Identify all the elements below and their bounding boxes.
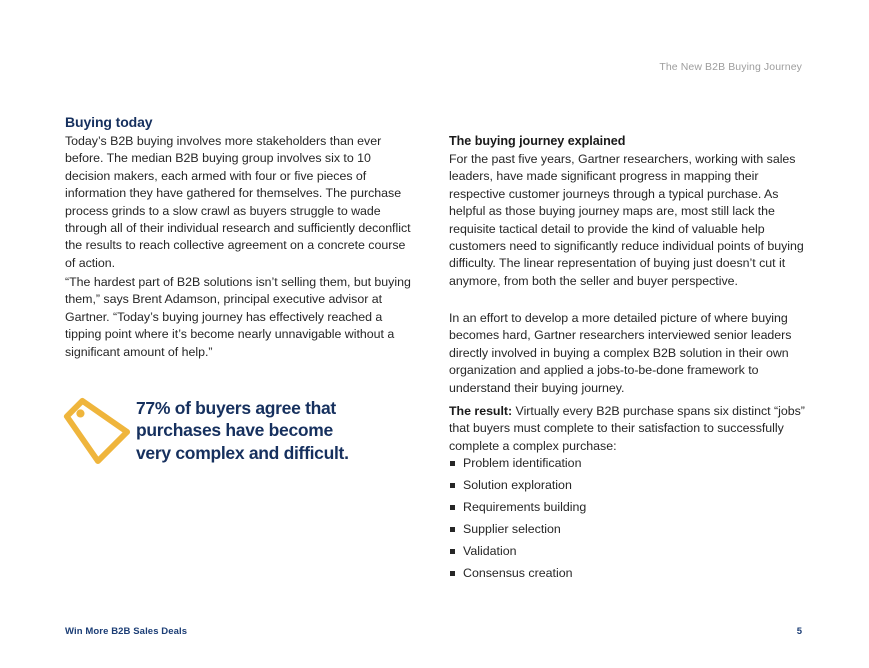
callout-line: very complex and difficult. <box>136 442 349 463</box>
bullet-square-icon <box>450 483 455 488</box>
list-item-label: Consensus creation <box>463 566 573 580</box>
bullet-square-icon <box>450 527 455 532</box>
list-item <box>449 518 805 540</box>
right-column-paragraph-3 <box>449 403 805 455</box>
callout-line: 77% of buyers agree that <box>136 397 336 418</box>
jobs-bullet-list <box>449 452 805 584</box>
list-item <box>449 474 805 496</box>
list-item-label: Supplier selection <box>463 522 561 536</box>
bullet-square-icon <box>450 549 455 554</box>
right-column-paragraph-2: In an effort to develop a more detailed picture of where buying becomes hard, Gartner researchers interviewed senior leaders directly involved in buying a complex B2B solution in their own organization and applied a jobs-to-be-done framework to understand their buying journey. <box>449 311 792 395</box>
list-item-label: Problem identification <box>463 456 582 470</box>
left-column-paragraph-2: “The hardest part of B2B solutions isn’t selling them, but buying them,” says Brent Adamson, principal executive advisor at Gartner. “Today’s buying journey has effectively reached a tipping point where it’s become nearly unnavigable without a significant amount of help.” <box>65 275 411 359</box>
result-lead-in: The result: <box>449 404 513 418</box>
left-column-heading: Buying today <box>65 114 153 130</box>
callout-text <box>136 397 411 465</box>
footer-page-number: 5 <box>796 626 802 637</box>
right-column-heading: The buying journey explained <box>449 134 626 148</box>
footer-document-title: Win More B2B Sales Deals <box>65 626 188 637</box>
list-item <box>449 452 805 474</box>
list-item-label: Validation <box>463 544 517 558</box>
list-item <box>449 540 805 562</box>
left-column-paragraph-1: Today’s B2B buying involves more stakeholders than ever before. The median B2B buying group involves six to 10 decision makers, each armed with four or five pieces of information they have gathered for themselves. The purchase process grinds to a slow crawl as buyers struggle to wade through all of their individual research and sufficiently deconflict the results to reach collective agreement on a concrete course of action. <box>65 134 411 270</box>
list-item <box>449 496 805 518</box>
list-item-label: Solution exploration <box>463 478 572 492</box>
bullet-square-icon <box>450 461 455 466</box>
callout-line: purchases have become <box>136 420 333 440</box>
right-column-paragraph-1: For the past five years, Gartner researchers, working with sales leaders, have made significant progress in mapping their respective customer journeys through a typical purchase. As helpful as those buying journey maps are, most still lack the requisite tactical detail to provide the kind of valuable help customers need to significantly reduce individual points of buying difficulty. The linear representation of buying just doesn’t cut it anymore, from both the seller and buyer perspective. <box>449 152 804 288</box>
statistic-callout <box>61 393 411 467</box>
result-body: Virtually every B2B purchase spans six distinct “jobs” that buyers must complete to their satisfaction to successfully complete a complex purchase: <box>449 404 805 453</box>
bullet-square-icon <box>450 505 455 510</box>
running-head: The New B2B Buying Journey <box>659 61 802 73</box>
bullet-square-icon <box>450 571 455 576</box>
price-tag-icon <box>61 395 131 465</box>
list-item <box>449 562 805 584</box>
list-item-label: Requirements building <box>463 500 587 514</box>
